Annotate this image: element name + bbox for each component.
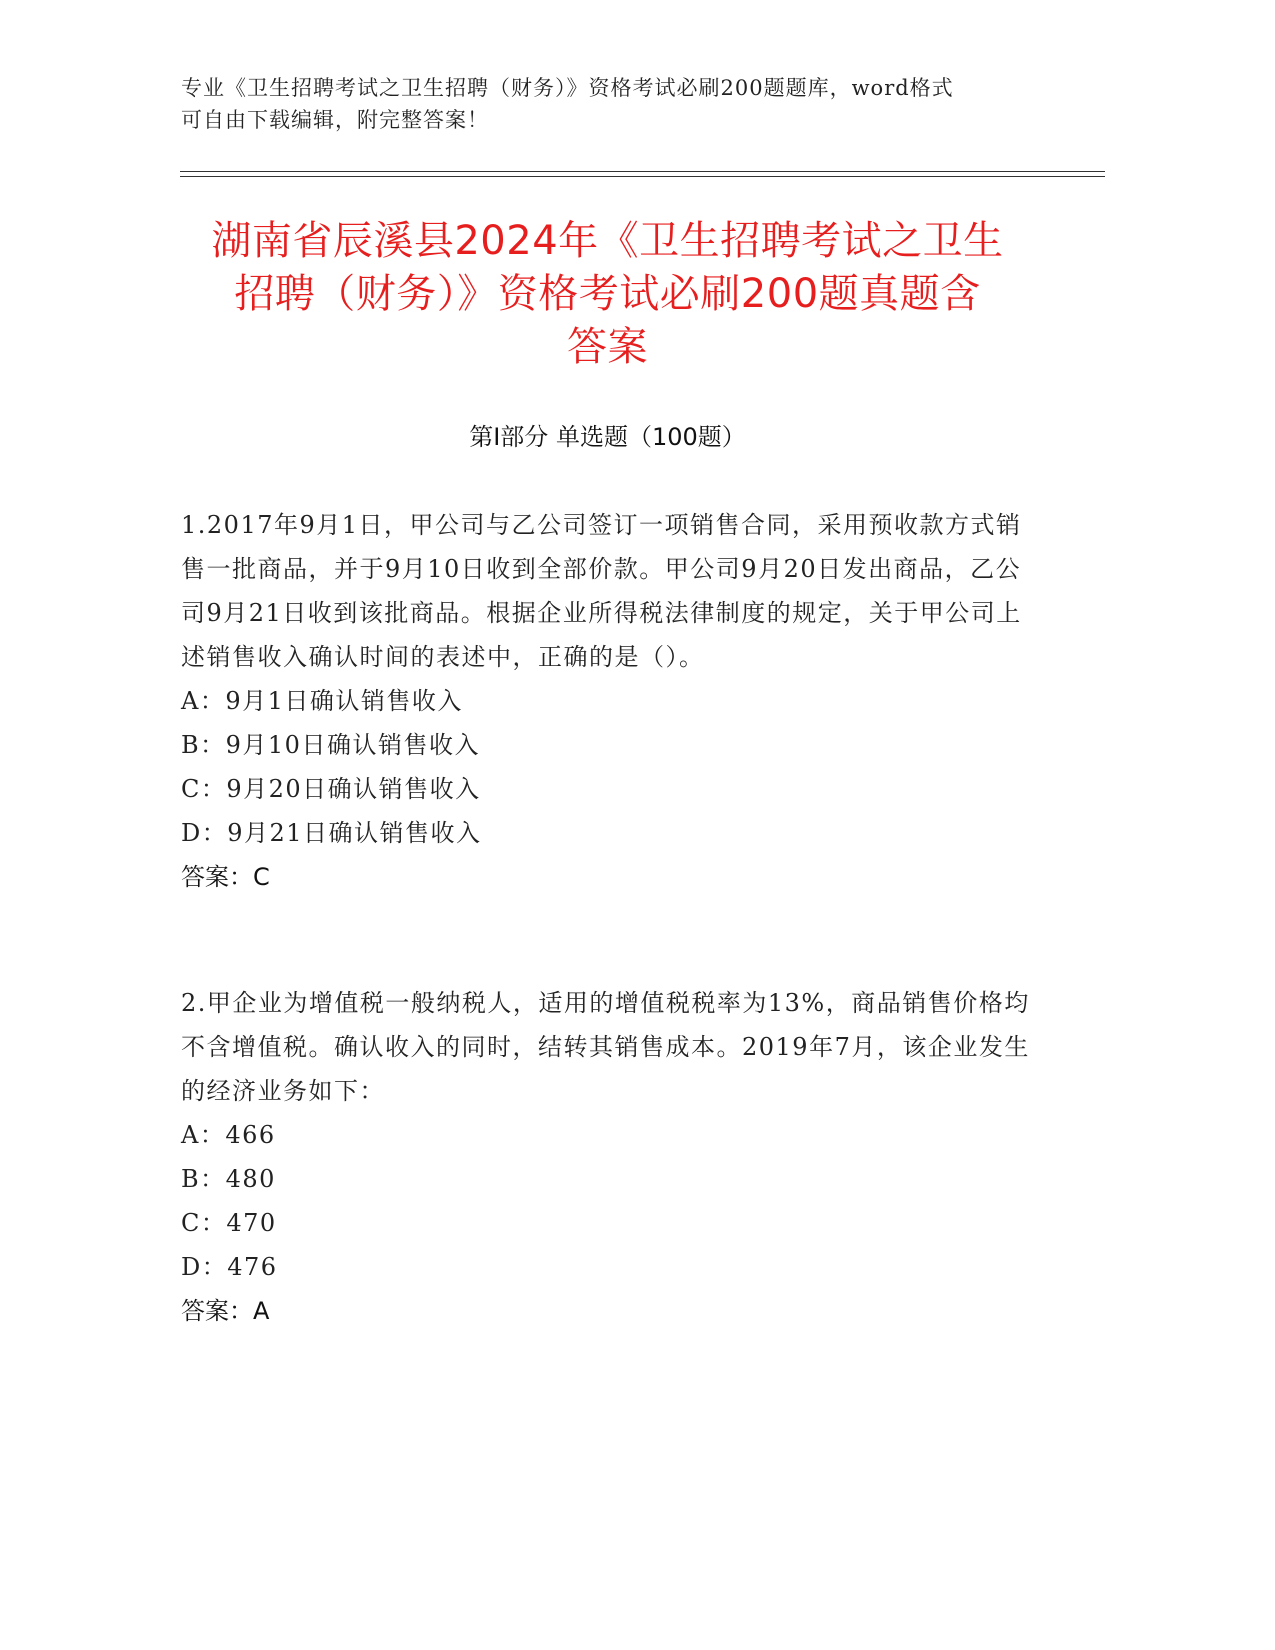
- option-c: C：9月20日确认销售收入: [181, 775, 481, 803]
- question-stem: 2.甲企业为增值税一般纳税人，适用的增值税税率为13%，商品销售价格均不含增值税。确认收入的同时，结转其销售成本。2019年7月，该企业发生的经济业务如下：: [181, 989, 1030, 1105]
- header-note-line-1: 专业《卫生招聘考试之卫生招聘（财务）》资格考试必刷200题题库，word格式: [181, 76, 954, 100]
- header-note-line-2: 可自由下载编辑，附完整答案！: [181, 108, 489, 132]
- option-b: B：9月10日确认销售收入: [181, 731, 480, 759]
- answer-line: 答案：A: [181, 1297, 270, 1325]
- title-line-3: 答案: [567, 324, 648, 370]
- answer-line: 答案：C: [181, 863, 270, 891]
- question-stem: 1.2017年9月1日，甲公司与乙公司签订一项销售合同，采用预收款方式销售一批商品，并于9月10日收到全部价款。甲公司9月20日发出商品，乙公司9月21日收到该批商品。根据企业所得税法律制度的规定，关于甲公司上述销售收入确认时间的表述中，正确的是（）。: [181, 511, 1022, 671]
- header-divider-bottom: [180, 176, 1105, 177]
- option-a: A：9月1日确认销售收入: [181, 687, 463, 715]
- option-a: A：466: [181, 1121, 276, 1149]
- option-d: D：476: [181, 1253, 278, 1281]
- question-2: [181, 981, 1041, 1333]
- title-line-2: 招聘（财务）》资格考试必刷200题真题含: [234, 271, 981, 317]
- option-d: D：9月21日确认销售收入: [181, 819, 482, 847]
- title-line-1: 湖南省辰溪县2024年《卫生招聘考试之卫生: [211, 218, 1004, 264]
- section-heading: 第Ⅰ部分 单选题（100题）: [469, 423, 746, 451]
- option-b: B：480: [181, 1165, 276, 1193]
- header-note: [181, 72, 1041, 136]
- header-divider-top: [180, 171, 1105, 172]
- document-title: [170, 215, 1045, 374]
- question-1: [181, 503, 1041, 899]
- option-c: C：470: [181, 1209, 277, 1237]
